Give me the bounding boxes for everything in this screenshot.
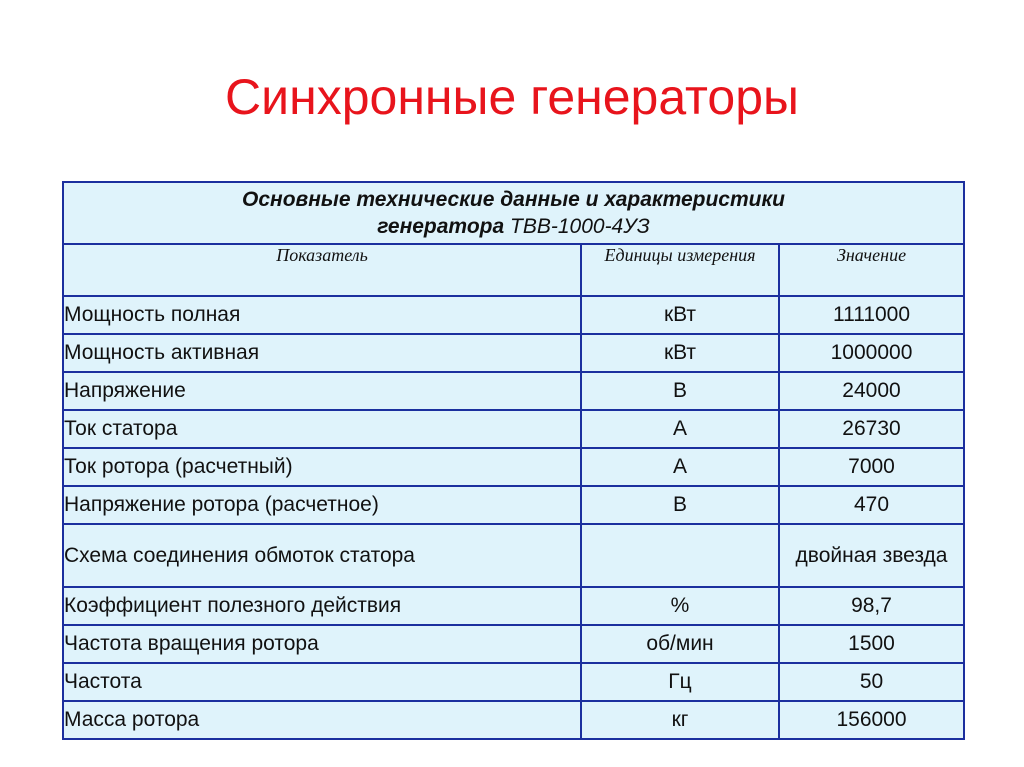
row-name: Частота вращения ротора (63, 625, 581, 663)
row-value: 24000 (779, 372, 964, 410)
table-row (63, 334, 964, 372)
row-name: Мощность активная (63, 334, 581, 372)
column-header-value: Значение (779, 244, 964, 296)
row-value: 1500 (779, 625, 964, 663)
table-row (63, 663, 964, 701)
row-value: 26730 (779, 410, 964, 448)
row-value: 7000 (779, 448, 964, 486)
table-row (63, 701, 964, 739)
table-row (63, 524, 964, 587)
row-name: Ток статора (63, 410, 581, 448)
row-unit: кг (581, 701, 779, 739)
table-caption-line1: Основные технические данные и характеристики (242, 188, 785, 211)
row-unit: % (581, 587, 779, 625)
row-value: 50 (779, 663, 964, 701)
table-row (63, 448, 964, 486)
table-row (63, 410, 964, 448)
row-name: Частота (63, 663, 581, 701)
row-unit: кВт (581, 296, 779, 334)
row-value: 470 (779, 486, 964, 524)
row-unit: В (581, 486, 779, 524)
row-name: Масса ротора (63, 701, 581, 739)
column-header-name: Показатель (63, 244, 581, 296)
row-name: Мощность полная (63, 296, 581, 334)
table-caption (63, 182, 964, 244)
row-value: 98,7 (779, 587, 964, 625)
table-header-row (63, 244, 964, 296)
column-header-unit: Единицы измерения (581, 244, 779, 296)
row-value: 156000 (779, 701, 964, 739)
table-row (63, 587, 964, 625)
row-unit: А (581, 448, 779, 486)
row-value: 1111000 (779, 296, 964, 334)
row-unit (581, 524, 779, 587)
row-unit: Гц (581, 663, 779, 701)
row-unit: об/мин (581, 625, 779, 663)
page-title: Синхронные генераторы (225, 69, 799, 125)
table-caption-row (63, 182, 964, 244)
generator-model: ТВВ-1000-4УЗ (510, 215, 650, 238)
row-value: двойная звезда (779, 524, 964, 587)
row-name: Напряжение (63, 372, 581, 410)
table-row (63, 625, 964, 663)
table-row (63, 486, 964, 524)
row-unit: А (581, 410, 779, 448)
row-value: 1000000 (779, 334, 964, 372)
row-unit: кВт (581, 334, 779, 372)
row-name: Ток ротора (расчетный) (63, 448, 581, 486)
row-name: Напряжение ротора (расчетное) (63, 486, 581, 524)
row-name: Коэффициент полезного действия (63, 587, 581, 625)
row-name: Схема соединения обмоток статора (63, 524, 581, 587)
table-caption-bold: генератора (377, 215, 505, 238)
row-unit: В (581, 372, 779, 410)
table-row (63, 372, 964, 410)
table-row (63, 296, 964, 334)
spec-table (62, 181, 965, 740)
